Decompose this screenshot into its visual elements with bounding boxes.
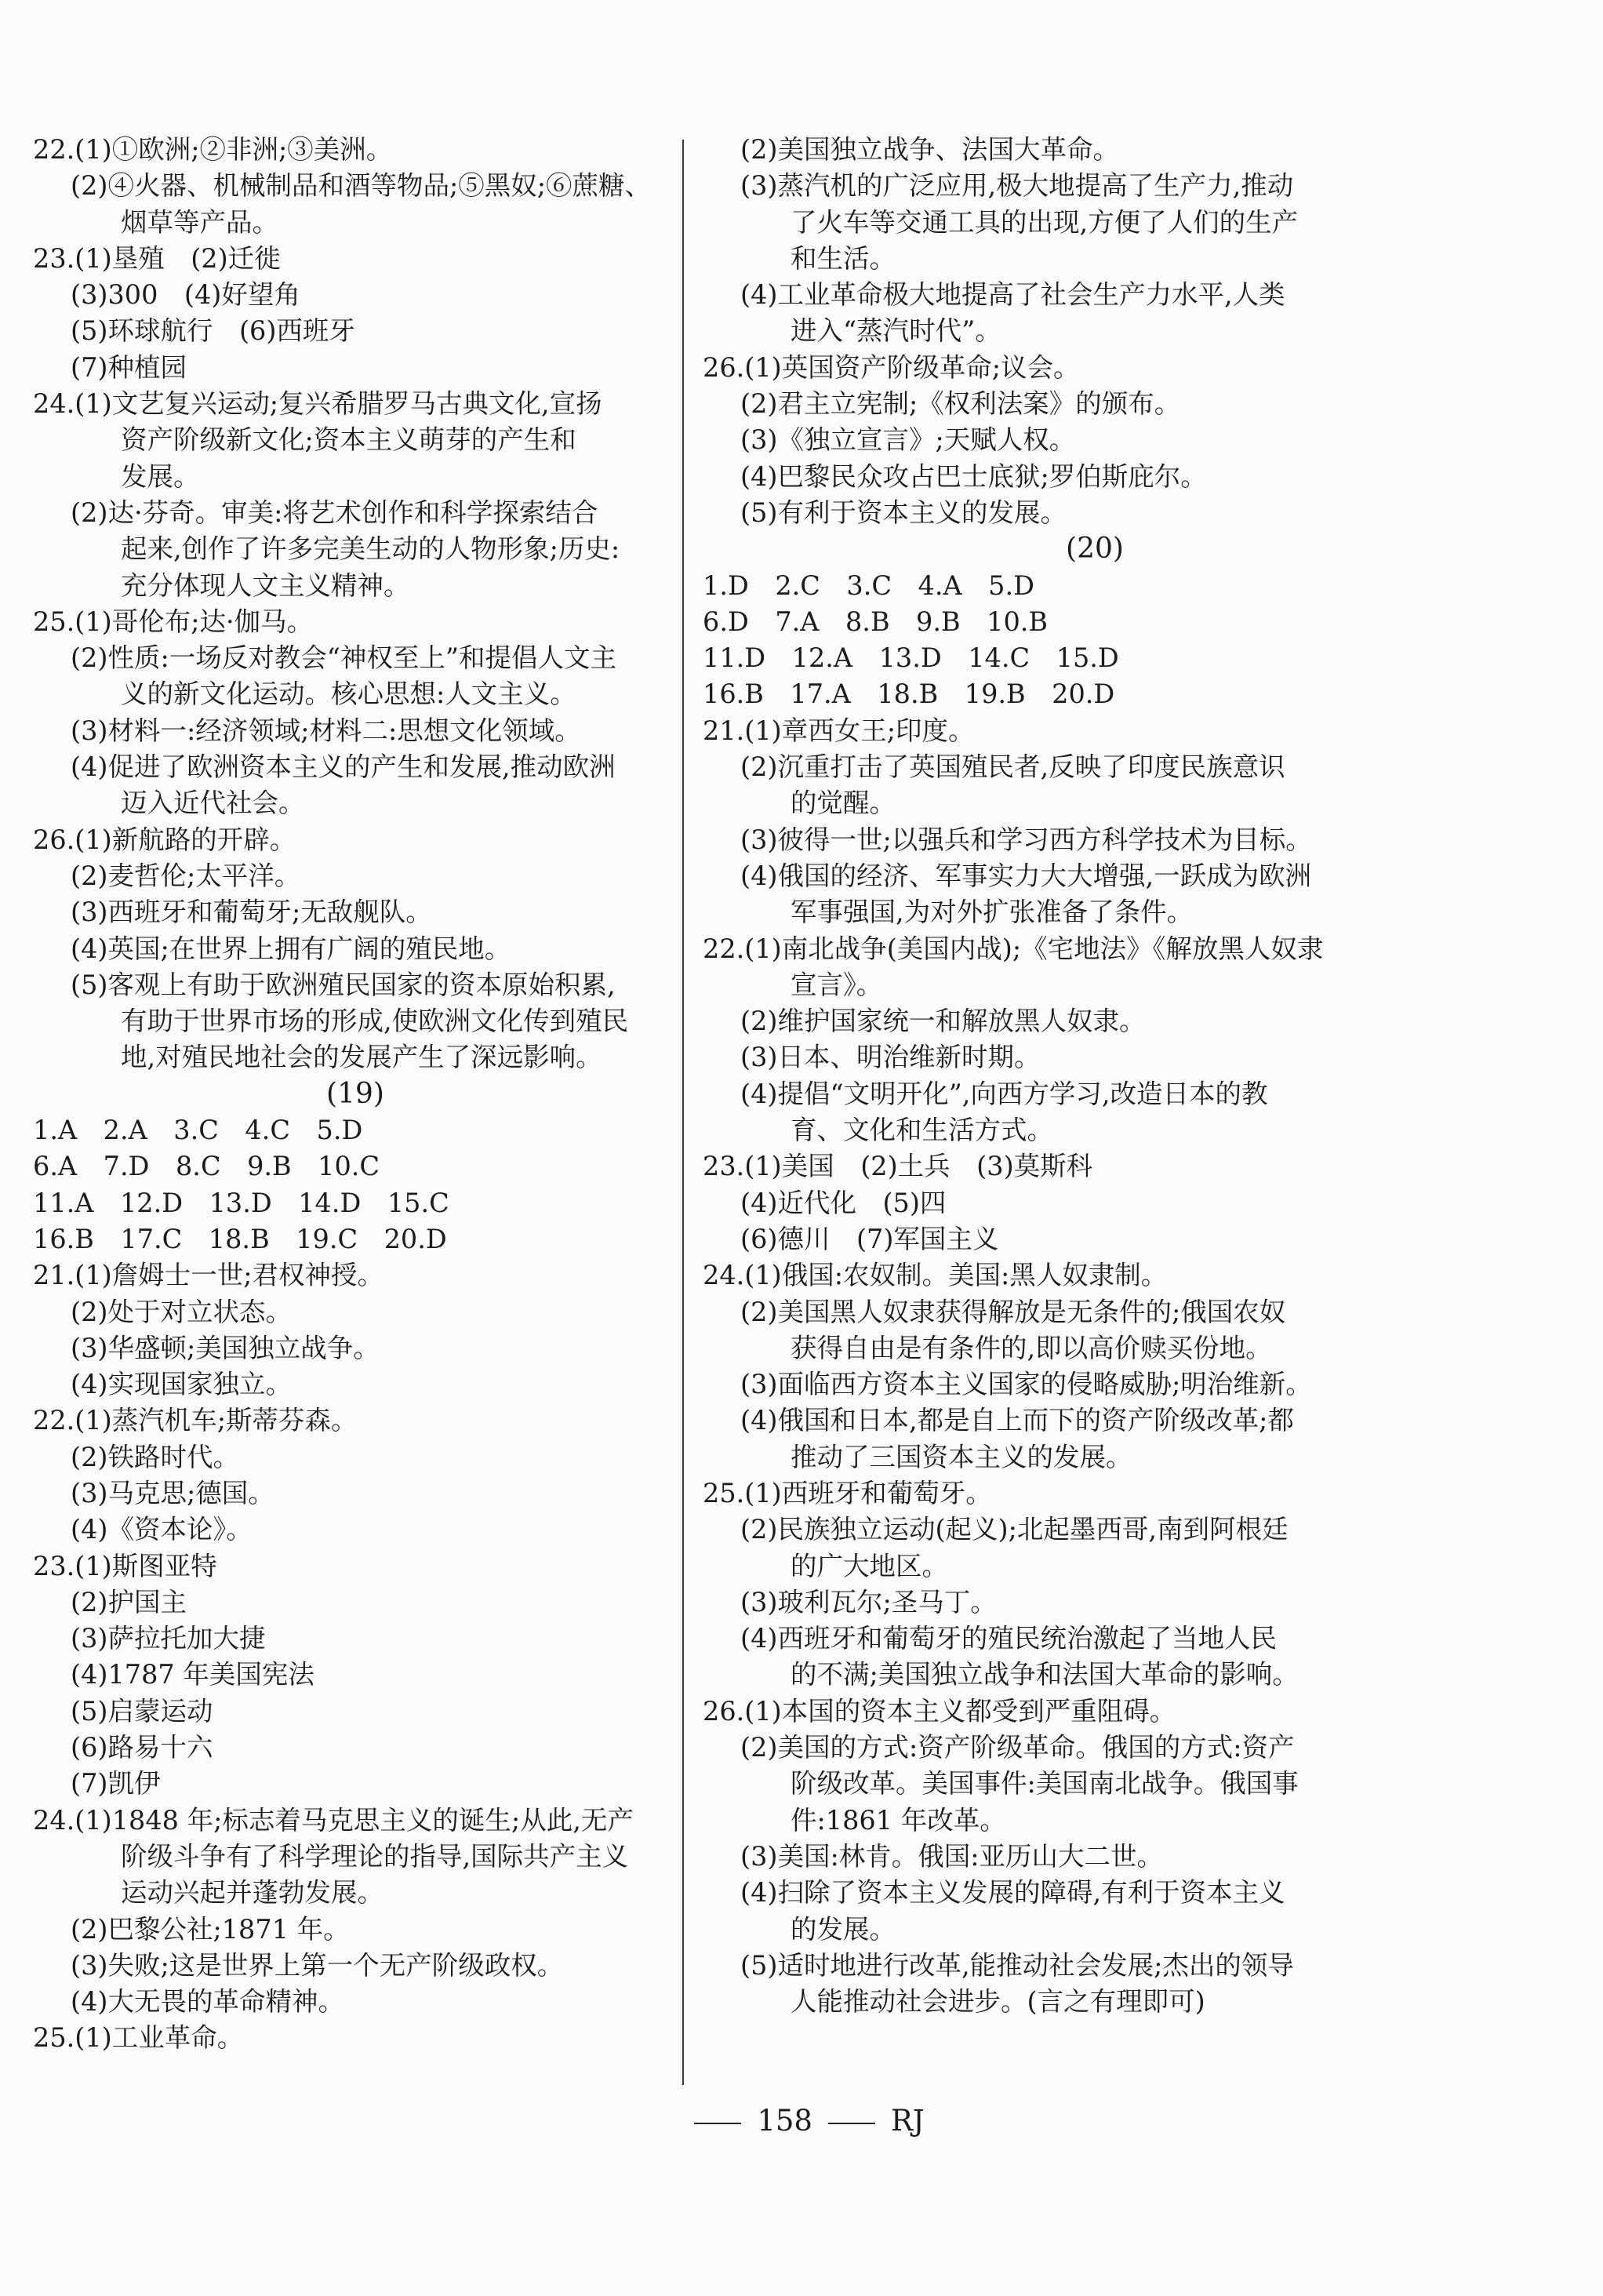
answer-line: 6.D 7.A 8.B 9.B 10.B xyxy=(703,606,1049,637)
answer-line: 烟草等产品。 xyxy=(121,206,278,238)
answer-line: (3)玻利瓦尔;圣马丁。 xyxy=(740,1586,997,1617)
section-heading: (19) xyxy=(326,1077,384,1110)
answer-line: (4)提倡“文明开化”,向西方学习,改造日本的教 xyxy=(740,1078,1268,1109)
answer-line: (3)《独立宣言》;天赋人权。 xyxy=(740,424,1076,456)
answer-line: 23.(1)垦殖 (2)迁徙 xyxy=(33,242,281,274)
answer-line: 的不满;美国独立战争和法国大革命的影响。 xyxy=(791,1659,1299,1690)
answer-line: 获得自由是有条件的,即以高价赎买份地。 xyxy=(791,1332,1272,1363)
answer-line: 21.(1)詹姆士一世;君权神授。 xyxy=(33,1260,384,1291)
answer-line: 24.(1)1848 年;标志着马克思主义的诞生;从此,无产 xyxy=(33,1804,634,1836)
answer-line: (5)客观上有助于欧洲殖民国家的资本原始积累, xyxy=(71,969,616,1000)
answer-line: 25.(1)西班牙和葡萄牙。 xyxy=(703,1477,992,1508)
answer-line: 11.D 12.A 13.D 14.C 15.D xyxy=(703,642,1119,674)
answer-line: 23.(1)美国 (2)土兵 (3)莫斯科 xyxy=(703,1151,1093,1182)
page-number: 158 xyxy=(757,2104,812,2138)
answer-line: 宣言》。 xyxy=(791,969,883,1000)
answer-line: 推动了三国资本主义的发展。 xyxy=(791,1441,1132,1472)
answer-line: (7)凯伊 xyxy=(71,1768,161,1799)
answer-line: 的广大地区。 xyxy=(791,1550,948,1581)
answer-line: 25.(1)工业革命。 xyxy=(33,2022,244,2054)
answer-line: (3)日本、明治维新时期。 xyxy=(740,1042,1041,1073)
answer-line: (2)麦哲伦;太平洋。 xyxy=(71,860,301,891)
answer-line: (4)英国;在世界上拥有广阔的殖民地。 xyxy=(71,933,511,964)
answer-line: 的发展。 xyxy=(791,1913,896,1945)
answer-line: 21.(1)章西女王;印度。 xyxy=(703,715,975,746)
answer-line: (2)④火器、机械制品和酒等物品;⑤黑奴;⑥蔗糖、 xyxy=(71,170,652,202)
answer-line: (5)有利于资本主义的发展。 xyxy=(740,497,1067,528)
answer-line: (2)民族独立运动(起义);北起墨西哥,南到阿根廷 xyxy=(740,1514,1289,1545)
answer-line: (5)启蒙运动 xyxy=(71,1695,213,1727)
answer-line: (4)实现国家独立。 xyxy=(71,1369,292,1400)
left-column xyxy=(33,132,678,2057)
answer-line: 了火车等交通工具的出现,方便了人们的生产 xyxy=(791,206,1299,238)
answer-line: (2)沉重打击了英国殖民者,反映了印度民族意识 xyxy=(740,751,1285,783)
answer-line: 阶级改革。美国事件:美国南北战争。俄国事 xyxy=(791,1768,1299,1799)
answer-line: 11.A 12.D 13.D 14.D 15.C xyxy=(33,1187,449,1218)
section-heading: (20) xyxy=(1066,533,1124,566)
answer-line: 迈入近代社会。 xyxy=(121,788,305,819)
answer-line: (6)路易十六 xyxy=(71,1732,213,1763)
answer-line: 16.B 17.C 18.B 19.C 20.D xyxy=(33,1223,447,1254)
answer-line: (2)君主立宪制;《权利法案》的颁布。 xyxy=(740,388,1181,420)
answer-line: (2)巴黎公社;1871 年。 xyxy=(71,1913,350,1945)
answer-line: (4)扫除了资本主义发展的障碍,有利于资本主义 xyxy=(740,1877,1285,1908)
footer-dash-left xyxy=(694,2123,741,2124)
answer-line: (3)西班牙和葡萄牙;无敌舰队。 xyxy=(71,897,432,928)
answer-line: 人能推动社会进步。(言之有理即可) xyxy=(791,1986,1205,2018)
answer-line: (2)处于对立状态。 xyxy=(71,1296,292,1327)
answer-line: 发展。 xyxy=(121,460,200,492)
answer-line: 1.A 2.A 3.C 4.C 5.D xyxy=(33,1115,363,1146)
answer-line: 义的新文化运动。核心思想:人文主义。 xyxy=(121,679,576,710)
answer-line: 26.(1)新航路的开辟。 xyxy=(33,824,296,855)
answer-line: (3)300 (4)好望角 xyxy=(71,279,300,311)
answer-line: 军事强国,为对外扩张准备了条件。 xyxy=(791,897,1194,928)
answer-line: (4)促进了欧洲资本主义的产生和发展,推动欧洲 xyxy=(71,751,616,783)
answer-line: 进入“蒸汽时代”。 xyxy=(791,315,1001,347)
answer-line: (2)美国独立战争、法国大革命。 xyxy=(740,134,1119,165)
answer-line: (2)铁路时代。 xyxy=(71,1441,239,1472)
answer-line: 1.D 2.C 3.C 4.A 5.D xyxy=(703,569,1034,601)
answer-line: (4)俄国的经济、军事实力大大增强,一跃成为欧洲 xyxy=(740,860,1312,891)
answer-line: 资产阶级新文化;资本主义萌芽的产生和 xyxy=(121,424,576,456)
answer-line: (2)美国的方式:资产阶级革命。俄国的方式:资产 xyxy=(740,1732,1295,1763)
answer-line: (4)1787 年美国宪法 xyxy=(71,1659,314,1690)
answer-line: 件:1861 年改革。 xyxy=(791,1804,1006,1836)
answer-line: (7)种植园 xyxy=(71,351,187,383)
answer-line: (2)性质:一场反对教会“神权至上”和提倡人文主 xyxy=(71,642,616,674)
answer-line: (2)护国主 xyxy=(71,1586,187,1617)
answer-line: (4)《资本论》。 xyxy=(71,1514,253,1545)
answer-line: (3)马克思;德国。 xyxy=(71,1477,274,1508)
answer-line: (3)失败;这是世界上第一个无产阶级政权。 xyxy=(71,1949,564,1981)
answer-line: (2)达·芬奇。审美:将艺术创作和科学探索结合 xyxy=(71,497,598,528)
answer-line: 育、文化和生活方式。 xyxy=(791,1115,1053,1146)
answer-line: (3)面临西方资本主义国家的侵略威胁;明治维新。 xyxy=(740,1369,1312,1400)
answer-line: (3)萨拉托加大捷 xyxy=(71,1623,266,1654)
footer-dash-right xyxy=(828,2123,875,2124)
answer-line: (4)西班牙和葡萄牙的殖民统治激起了当地人民 xyxy=(740,1623,1277,1654)
answer-line: (4)巴黎民众攻占巴士底狱;罗伯斯庇尔。 xyxy=(740,460,1207,492)
answer-line: 地,对殖民地社会的发展产生了深远影响。 xyxy=(121,1042,602,1073)
answer-line: (3)美国:林肯。俄国:亚历山大二世。 xyxy=(740,1840,1164,1872)
column-divider xyxy=(682,140,684,2085)
answer-line: (3)华盛顿;美国独立战争。 xyxy=(71,1332,380,1363)
answer-line: (4)工业革命极大地提高了社会生产力水平,人类 xyxy=(740,279,1285,311)
answer-line: 6.A 7.D 8.C 9.B 10.C xyxy=(33,1151,380,1182)
answer-line: (4)近代化 (5)四 xyxy=(740,1187,947,1218)
answer-line: (4)俄国和日本,都是自上而下的资产阶级改革;都 xyxy=(740,1405,1294,1436)
answer-line: (2)美国黑人奴隶获得解放是无条件的;俄国农奴 xyxy=(740,1296,1286,1327)
page-footer xyxy=(0,2104,1603,2138)
answer-line: 22.(1)蒸汽机车;斯蒂芬森。 xyxy=(33,1405,358,1436)
answer-line: 和生活。 xyxy=(791,242,896,274)
answer-line: (3)材料一:经济领域;材料二:思想文化领域。 xyxy=(71,715,581,746)
answer-line: (5)环球航行 (6)西班牙 xyxy=(71,315,355,347)
answer-line: 充分体现人文主义精神。 xyxy=(121,569,410,601)
answer-line: 24.(1)文艺复兴运动;复兴希腊罗马古典文化,宣扬 xyxy=(33,388,602,420)
answer-line: 26.(1)英国资产阶级革命;议会。 xyxy=(703,351,1080,383)
answer-line: 25.(1)哥伦布;达·伽马。 xyxy=(33,606,314,637)
answer-line: 22.(1)南北战争(美国内战);《宅地法》《解放黑人奴隶 xyxy=(703,933,1324,964)
answer-line: 有助于世界市场的形成,使欧洲文化传到殖民 xyxy=(121,1006,629,1037)
right-column xyxy=(703,132,1487,2020)
answer-line: 23.(1)斯图亚特 xyxy=(33,1550,217,1581)
answer-line: 26.(1)本国的资本主义都受到严重阻碍。 xyxy=(703,1695,1176,1727)
answer-line: (3)蒸汽机的广泛应用,极大地提高了生产力,推动 xyxy=(740,170,1294,202)
answer-line: 24.(1)俄国:农奴制。美国:黑人奴隶制。 xyxy=(703,1260,1168,1291)
answer-line: (2)维护国家统一和解放黑人奴隶。 xyxy=(740,1006,1146,1037)
answer-line: 起来,创作了许多完美生动的人物形象;历史: xyxy=(121,533,620,565)
answer-line: (5)适时地进行改革,能推动社会发展;杰出的领导 xyxy=(740,1949,1294,1981)
answer-line: 运动兴起并蓬勃发展。 xyxy=(121,1877,383,1908)
answer-line: 22.(1)①欧洲;②非洲;③美洲。 xyxy=(33,134,393,165)
answer-line: (4)大无畏的革命精神。 xyxy=(71,1986,344,2018)
answer-line: (6)德川 (7)军国主义 xyxy=(740,1223,999,1254)
answer-line: 的觉醒。 xyxy=(791,788,896,819)
answer-line: 阶级斗争有了科学理论的指导,国际共产主义 xyxy=(121,1840,629,1872)
answer-line: 16.B 17.A 18.B 19.B 20.D xyxy=(703,679,1115,710)
answer-line: (3)彼得一世;以强兵和学习西方科学技术为目标。 xyxy=(740,824,1312,855)
footer-code: RJ xyxy=(890,2104,925,2138)
